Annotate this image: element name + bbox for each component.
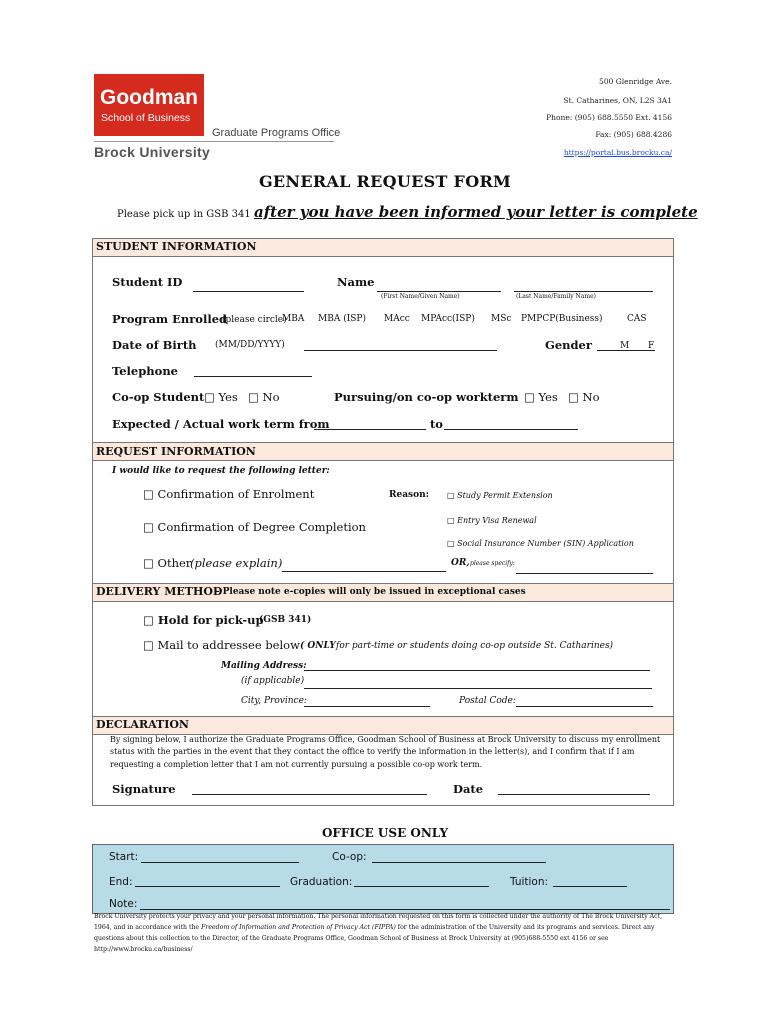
reason-study-permit[interactable]: □ Study Permit Extension xyxy=(447,491,553,500)
logo-office: Graduate Programs Office xyxy=(212,127,341,139)
mailing-address-field-1[interactable] xyxy=(304,670,650,671)
privacy-fippa: Freedom of Information and Protection of Privacy Act (FIPPA) xyxy=(201,924,396,931)
program-pmpcp[interactable]: PMPCP(Business) xyxy=(521,314,603,324)
date-label: Date xyxy=(453,782,484,796)
other-checkbox[interactable]: □ Other xyxy=(143,556,192,570)
name-label: Name xyxy=(337,275,375,289)
reason-entry-visa[interactable]: □ Entry Visa Renewal xyxy=(447,516,537,525)
first-name-hint: (First Name/Given Name) xyxy=(381,293,460,300)
telephone-label: Telephone xyxy=(112,364,178,378)
pursuing-yes-checkbox[interactable]: □ Yes xyxy=(524,390,558,404)
office-heading: OFFICE USE ONLY xyxy=(321,826,449,840)
student-id-label: Student ID xyxy=(112,275,183,289)
privacy-line-2a: 1964, and in accordance with the xyxy=(94,924,200,931)
office-coop-field[interactable] xyxy=(372,862,546,863)
reason-label: Reason: xyxy=(389,490,429,500)
work-term-to-label: to xyxy=(430,417,443,431)
declaration-text-3: requesting a completion letter that I am not currently pursuing a possible co-op work term. xyxy=(110,760,483,769)
coop-yes-checkbox[interactable]: □ Yes xyxy=(204,390,238,404)
date-field[interactable] xyxy=(498,794,650,795)
logo-school: School of Business xyxy=(101,112,191,124)
address-line1: 500 Glenridge Ave. xyxy=(599,77,672,86)
phone: Phone: (905) 688.5550 Ext. 4156 xyxy=(546,113,672,122)
signature-label: Signature xyxy=(112,782,176,796)
office-box xyxy=(92,844,674,914)
dob-format: (MM/DD/YYYY) xyxy=(215,340,285,350)
first-name-field[interactable] xyxy=(377,291,501,292)
last-name-field[interactable] xyxy=(514,291,653,292)
office-tuition-field[interactable] xyxy=(553,886,627,887)
office-end-field[interactable] xyxy=(135,886,280,887)
request-info-heading: REQUEST INFORMATION xyxy=(96,445,256,458)
reason-sin[interactable]: □ Social Insurance Number (SIN) Application xyxy=(447,539,634,548)
work-term-label: Expected / Actual work term from xyxy=(112,417,330,431)
logo-name: Goodman xyxy=(100,86,198,109)
program-cas[interactable]: CAS xyxy=(627,314,647,324)
specify-field[interactable] xyxy=(516,573,653,574)
hold-room: (GSB 341) xyxy=(259,615,312,625)
program-msc[interactable]: MSc xyxy=(491,314,512,324)
gender-label: Gender xyxy=(545,338,592,352)
logo-university: Brock University xyxy=(94,144,211,160)
delivery-heading: DELIVERY METHOD xyxy=(96,585,223,598)
privacy-line-2c: for the administration of the University and its programs and services. Direct any xyxy=(397,924,655,931)
privacy-line-1: Brock University protects your privacy and your personal information. The personal information requested on this form is collected under the authority of The Brock University Act, xyxy=(94,913,663,920)
work-term-to-field[interactable] xyxy=(444,429,578,430)
student-id-field[interactable] xyxy=(193,291,304,292)
coop-no-checkbox[interactable]: □ No xyxy=(248,390,280,404)
city-province-label: City, Province: xyxy=(241,696,307,706)
request-intro: I would like to request the following letter: xyxy=(112,466,330,476)
mailing-address-label: Mailing Address: xyxy=(221,661,307,671)
privacy-link[interactable]: http://www.brocku.ca/business/ xyxy=(94,946,193,953)
coop-label: Co-op Student xyxy=(112,390,205,404)
gender-f[interactable]: F xyxy=(648,341,655,351)
form-title: GENERAL REQUEST FORM xyxy=(258,172,512,191)
dob-field[interactable] xyxy=(304,350,497,351)
pickup-text: Please pick up in GSB 341 xyxy=(117,209,251,220)
declaration-text-2: status with the parties in the event that they contact the office to verify the information in the letter(s), and I confirm that if I am xyxy=(110,747,635,756)
office-start-field[interactable] xyxy=(141,862,299,863)
telephone-field[interactable] xyxy=(194,376,312,377)
delivery-note: – Please note e-copies will only be issued in exceptional cases xyxy=(215,587,526,597)
privacy-line-3: questions about this collection to the Director, of the Graduate Programs Office, Goodman School of Business at Brock University at (905)688-5550 ext 4156 or see xyxy=(94,935,609,942)
city-province-field[interactable] xyxy=(304,706,430,707)
declaration-text-1: By signing below, I authorize the Graduate Programs Office, Goodman School of Business at Brock University to discuss my enrollment xyxy=(110,735,661,744)
pursuing-label: Pursuing/on co-op workterm xyxy=(334,390,519,404)
other-hint: (please explain) xyxy=(190,556,283,570)
please-circle: (please circle) xyxy=(222,315,287,325)
program-mba-isp[interactable]: MBA (ISP) xyxy=(318,314,366,324)
please-specify: please specify: xyxy=(470,560,515,567)
mailing-address-field-2[interactable] xyxy=(304,688,652,689)
mail-note: for part-time or students doing co-op outside St. Catharines) xyxy=(336,641,614,651)
office-note-label: Note: xyxy=(109,898,138,910)
work-term-from-field[interactable] xyxy=(314,429,426,430)
dob-label: Date of Birth xyxy=(112,338,197,352)
other-explain-field[interactable] xyxy=(282,571,446,572)
office-note-field[interactable] xyxy=(140,909,670,910)
pursuing-no-checkbox[interactable]: □ No xyxy=(568,390,600,404)
postal-code-field[interactable] xyxy=(516,706,653,707)
office-graduation-field[interactable] xyxy=(354,886,489,887)
pickup-emphasis: after you have been informed your letter is complete xyxy=(254,203,698,221)
office-coop-label: Co-op: xyxy=(332,851,367,863)
office-start-label: Start: xyxy=(109,851,139,863)
portal-link[interactable]: https://portal.bus.brocku.ca/ xyxy=(563,148,672,157)
confirm-degree-checkbox[interactable]: □ Confirmation of Degree Completion xyxy=(143,520,366,534)
student-info-heading: STUDENT INFORMATION xyxy=(96,240,257,253)
program-label: Program Enrolled xyxy=(112,312,228,326)
mail-note-only: ( ONLY xyxy=(300,641,336,651)
if-applicable: (if applicable) xyxy=(241,676,305,686)
confirm-enrolment-checkbox[interactable]: □ Confirmation of Enrolment xyxy=(143,487,315,501)
signature-field[interactable] xyxy=(192,794,427,795)
program-mpacc-isp[interactable]: MPAcc(ISP) xyxy=(421,314,475,324)
logo-divider xyxy=(94,141,334,142)
last-name-hint: (Last Name/Family Name) xyxy=(516,293,596,300)
postal-code-label: Postal Code: xyxy=(459,696,516,706)
gender-m[interactable]: M xyxy=(620,341,630,351)
or-label: OR, xyxy=(451,558,470,568)
address-line2: St. Catharines, ON, L2S 3A1 xyxy=(563,96,672,105)
declaration-heading: DECLARATION xyxy=(96,718,189,731)
mail-checkbox[interactable]: □ Mail to addressee below xyxy=(143,638,300,652)
office-graduation-label: Graduation: xyxy=(290,876,353,888)
hold-pickup-checkbox[interactable]: □ Hold for pick-up xyxy=(143,613,264,627)
privacy-line-2 xyxy=(94,923,670,934)
program-mba[interactable]: MBA xyxy=(282,314,305,324)
office-tuition-label: Tuition: xyxy=(510,876,549,888)
office-end-label: End: xyxy=(109,876,133,888)
program-macc[interactable]: MAcc xyxy=(384,314,410,324)
fax: Fax: (905) 688.4286 xyxy=(595,130,672,139)
